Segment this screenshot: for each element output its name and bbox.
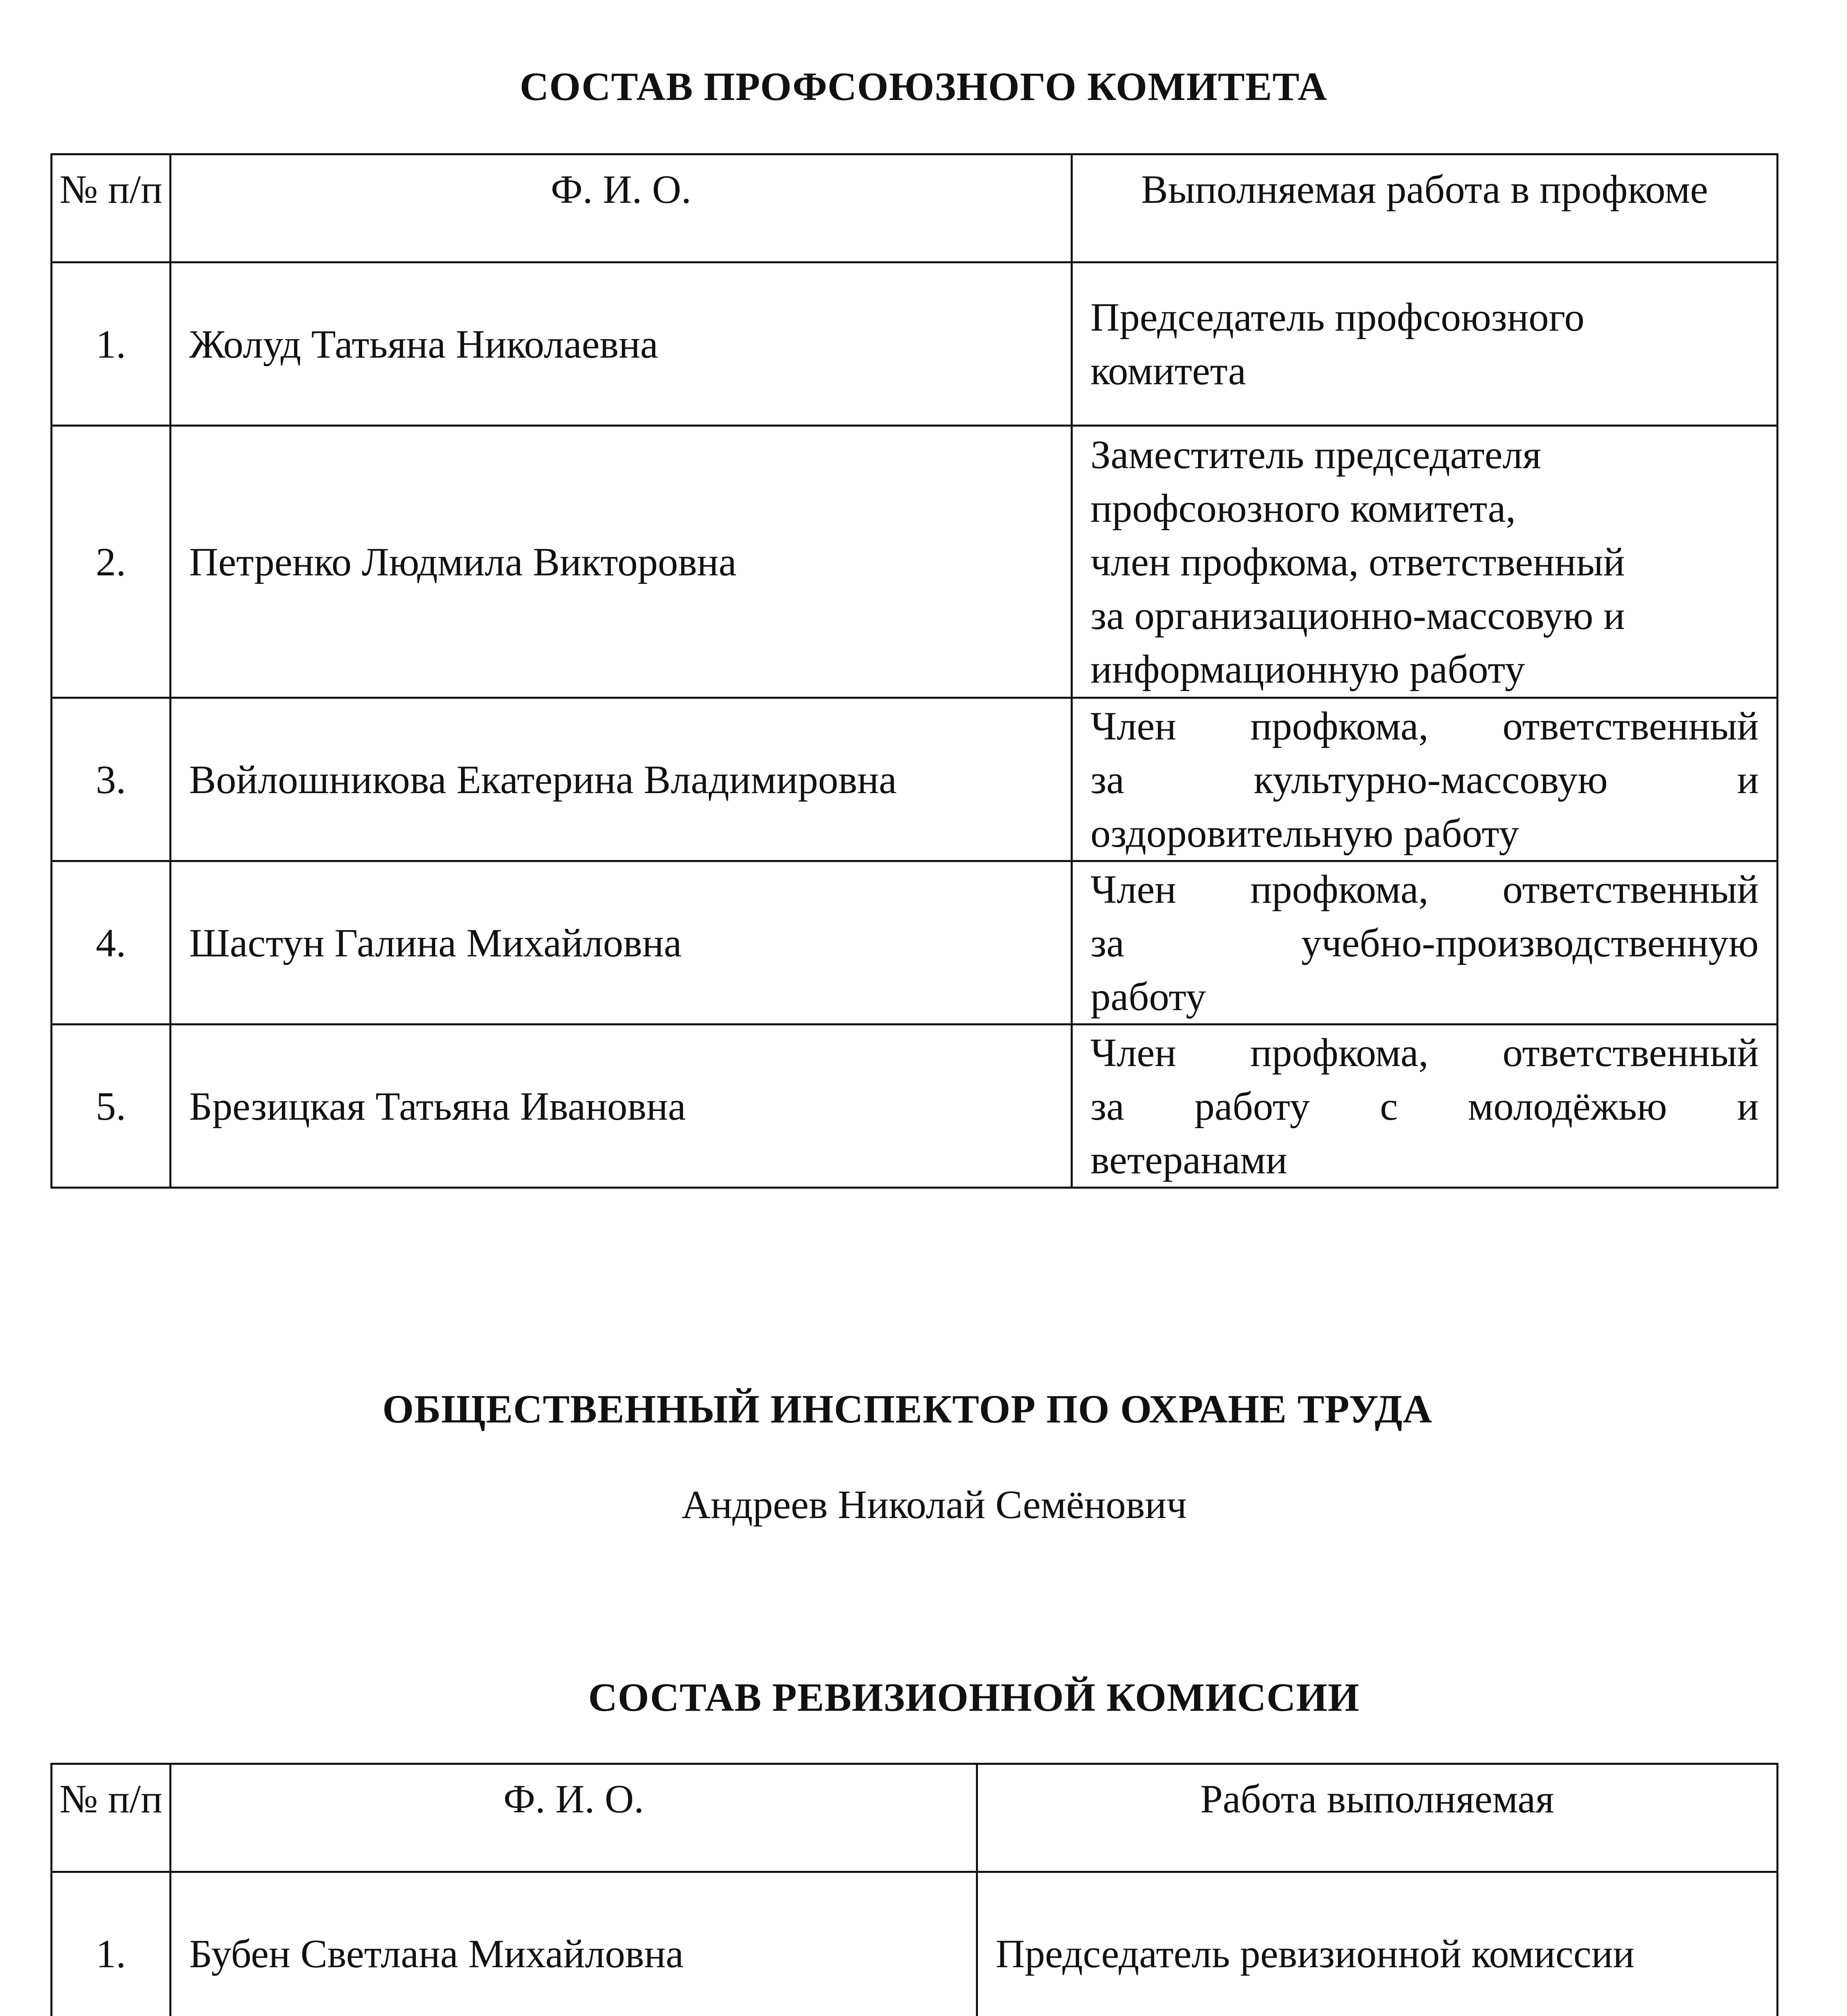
row-name: Петренко Людмила Викторовна [171, 426, 1072, 698]
row-num: 4. [52, 861, 171, 1025]
role-line: Заместитель председателя [1090, 432, 1541, 477]
row-num: 5. [52, 1025, 171, 1188]
role-line: оздоровительную работу [1090, 810, 1519, 856]
row-name: Войлошникова Екатерина Владимировна [171, 698, 1072, 861]
role-line: за организационно-массовую и [1090, 593, 1625, 638]
row-name: Жолуд Татьяна Николаевна [171, 262, 1072, 426]
header-num: № п/п [52, 154, 171, 262]
row-num: 2. [52, 426, 171, 698]
table-row [52, 262, 1778, 426]
header-role: Работа выполняемая [977, 1764, 1778, 1872]
role-line: за учебно-производственную [1090, 920, 1759, 965]
row-name: Бубен Светлана Михайловна [171, 1872, 977, 2016]
committee-title: СОСТАВ ПРОФСОЮЗНОГО КОМИТЕТА [519, 64, 1328, 109]
table-row [52, 698, 1778, 861]
table-header-row [52, 1764, 1778, 1872]
header-name: Ф. И. О. [171, 1764, 977, 1872]
header-num: № п/п [52, 1764, 171, 1872]
audit-table [50, 1763, 1778, 2016]
role-line: за культурно-массовую и [1090, 757, 1759, 802]
role-line: работу [1090, 974, 1206, 1019]
inspector-name: Андреев Николай Семёнович [682, 1482, 1187, 1527]
row-num: 1. [52, 1872, 171, 2016]
row-role [1072, 861, 1778, 1025]
role-line: ветеранами [1090, 1137, 1288, 1182]
row-role [1072, 1025, 1778, 1188]
table-row [52, 861, 1778, 1025]
table-row [52, 426, 1778, 698]
row-num: 3. [52, 698, 171, 861]
role-line: информационную работу [1090, 646, 1525, 691]
row-role: Председатель ревизионной комиссии [977, 1872, 1778, 2016]
header-name: Ф. И. О. [171, 154, 1072, 262]
header-role: Выполняемая работа в профкоме [1072, 154, 1778, 262]
role-line: Член профкома, ответственный [1090, 703, 1759, 748]
table-header-row [52, 154, 1778, 262]
role-line: Член профкома, ответственный [1090, 866, 1759, 912]
audit-title: СОСТАВ РЕВИЗИОННОЙ КОМИССИИ [588, 1675, 1360, 1720]
role-line: за работу с молодёжью и [1090, 1083, 1759, 1129]
row-role [1072, 426, 1778, 698]
role-line: Председатель профсоюзного [1090, 295, 1585, 339]
role-line: профсоюзного комитета, [1090, 485, 1516, 531]
table-row [52, 1872, 1778, 2016]
inspector-title: ОБЩЕСТВЕННЫЙ ИНСПЕКТОР ПО ОХРАНЕ ТРУДА [382, 1387, 1432, 1431]
row-role [1072, 698, 1778, 861]
committee-table [50, 153, 1778, 1189]
row-name: Брезицкая Татьяна Ивановна [171, 1025, 1072, 1188]
row-name: Шастун Галина Михайловна [171, 861, 1072, 1025]
row-role [1072, 262, 1778, 426]
table-row [52, 1025, 1778, 1188]
role-line: член профкома, ответственный [1090, 539, 1625, 584]
row-num: 1. [52, 262, 171, 426]
role-line: Член профкома, ответственный [1090, 1030, 1759, 1075]
role-line: комитета [1090, 348, 1246, 393]
